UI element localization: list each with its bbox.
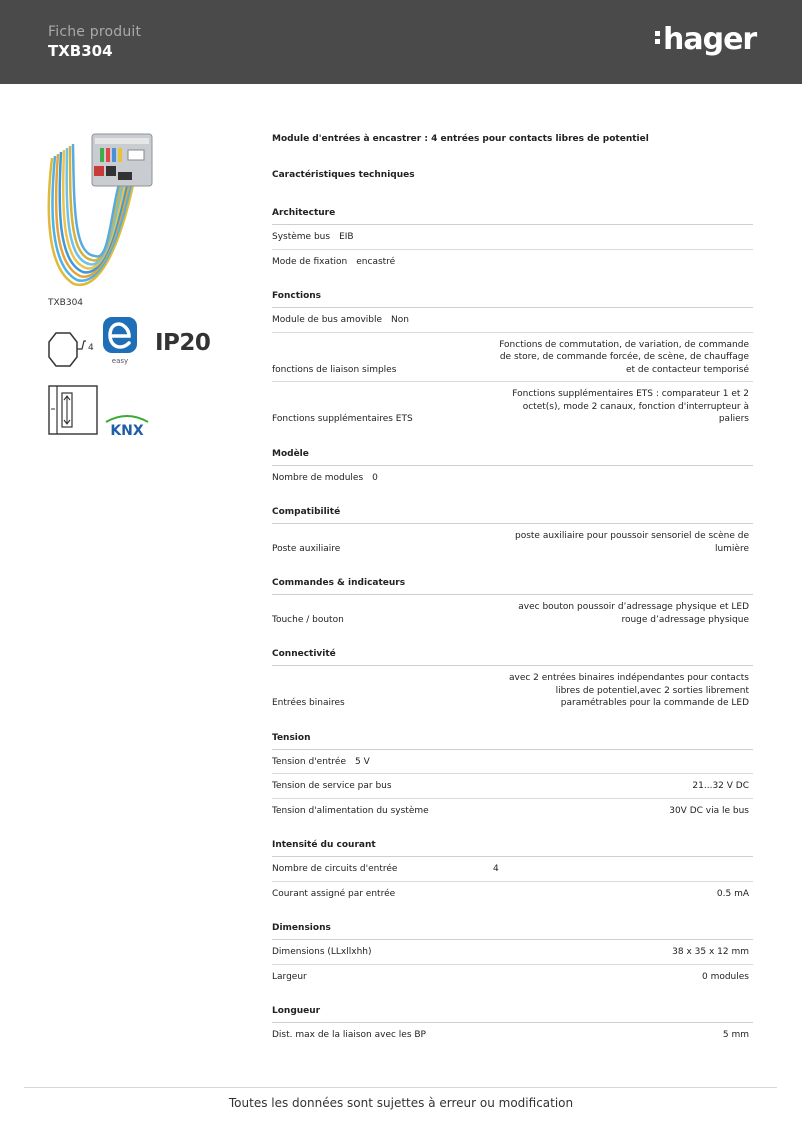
logo-dots-icon — [655, 28, 663, 47]
spec-value: 38 x 35 x 12 mm — [672, 947, 749, 957]
section-title: Intensité du courant — [272, 838, 753, 857]
section-title: Tension — [272, 731, 753, 750]
spec-value: 30V DC via le bus — [669, 805, 749, 816]
spec-row — [272, 965, 753, 989]
spec-row — [272, 799, 753, 823]
section-title: Dimensions — [272, 921, 753, 940]
spec-row — [272, 225, 753, 250]
ip-rating: IP20 — [155, 330, 211, 356]
spec-row — [272, 774, 753, 799]
spec-value: encastré — [356, 256, 396, 267]
spec-value: 0 — [372, 472, 378, 483]
section-title: Modèle — [272, 447, 753, 466]
spec-row — [272, 750, 753, 775]
inputs-count: 4 — [88, 343, 94, 353]
spec-value: avec bouton poussoir d’adressage physique et LED rouge d’adressage physique — [518, 602, 749, 625]
product-description: Module d'entrées à encastrer : 4 entrées pour contacts libres de potentiel — [272, 134, 649, 144]
section-title: Connectivité — [272, 647, 753, 666]
spec-label: Dist. max de la liaison avec les BP — [272, 1030, 426, 1040]
section-title: Fonctions — [272, 289, 753, 308]
spec-row — [272, 333, 753, 383]
easy-label: easy — [111, 357, 129, 365]
spec-label: Tension d'entrée — [272, 756, 347, 767]
spec-value: Non — [391, 315, 409, 325]
spec-value: 21...32 V DC — [692, 781, 749, 791]
spec-row — [272, 882, 753, 906]
spec-label: Fonctions supplémentaires ETS — [272, 414, 413, 424]
spec-label: Module de bus amovible — [272, 315, 383, 325]
spec-value: EIB — [339, 232, 354, 242]
spec-label: fonctions de liaison simples — [272, 364, 397, 375]
spec-label: Tension de service par bus — [272, 781, 392, 791]
spec-row — [272, 595, 753, 631]
spec-value: avec 2 entrées binaires indépendantes pour contacts libres de potentiel,avec 2 sorties librement paramétrables pour la commande de LED — [508, 673, 749, 708]
section-commandes — [272, 576, 753, 631]
spec-label: Touche / bouton — [272, 614, 344, 625]
spec-label: Nombre de modules — [272, 472, 364, 483]
section-title: Commandes & indicateurs — [272, 576, 753, 595]
section-modele — [272, 447, 753, 490]
section-longueur — [272, 1004, 753, 1047]
spec-row — [272, 250, 753, 274]
section-title: Compatibilité — [272, 505, 753, 524]
spec-label: Mode de fixation — [272, 256, 348, 267]
section-fonctions — [272, 289, 753, 431]
spec-label: Largeur — [272, 971, 307, 982]
spec-row — [272, 308, 753, 333]
section-tension — [272, 731, 753, 823]
flush-mount-icon — [48, 385, 98, 435]
knx-label: KNX — [110, 423, 144, 438]
product-code: TXB304 — [48, 42, 113, 60]
technical-characteristics-title: Caractéristiques techniques — [272, 170, 415, 180]
spec-value: poste auxiliaire pour poussoir sensoriel de scène de lumière — [514, 531, 749, 554]
section-architecture — [272, 206, 753, 273]
spec-row — [272, 857, 753, 882]
spec-row — [272, 666, 753, 715]
brand-name: hager — [663, 22, 757, 57]
product-image — [44, 128, 156, 293]
knx-logo-icon — [102, 412, 152, 438]
brand-logo — [655, 22, 756, 57]
spec-row — [272, 382, 753, 431]
section-intensite — [272, 838, 753, 905]
spec-value: Fonctions supplémentaires ETS : comparateur 1 et 2 octet(s), mode 2 canaux, fonction d'interrupteur à paliers — [512, 389, 749, 424]
spec-label: Système bus — [272, 232, 331, 242]
spec-value: 0.5 mA — [716, 888, 749, 899]
section-compatibilite — [272, 505, 753, 560]
image-caption: TXB304 — [48, 298, 84, 308]
footer-disclaimer: Toutes les données sont sujettes à erreur ou modification — [228, 1096, 574, 1110]
spec-label: Nombre de circuits d'entrée — [272, 864, 398, 874]
spec-row — [272, 466, 753, 490]
spec-value: 5 mm — [722, 1030, 749, 1040]
spec-value: 0 modules — [701, 971, 749, 982]
spec-label: Dimensions (LLxllxhh) — [272, 947, 372, 957]
spec-row — [272, 524, 753, 560]
footer-divider — [24, 1087, 777, 1088]
input-octagon-icon — [46, 330, 98, 370]
spec-value: 4 — [493, 864, 499, 874]
header-bar — [0, 0, 802, 84]
spec-label: Tension d'alimentation du système — [272, 805, 429, 816]
section-title: Longueur — [272, 1004, 753, 1023]
spec-label: Courant assigné par entrée — [272, 888, 396, 899]
spec-value: Fonctions de commutation, de variation, de commande de store, de commande forcée, de scène, de chauffage et de contacteur temporisé — [499, 339, 749, 375]
easy-configuration-icon — [102, 316, 138, 366]
spec-label: Poste auxiliaire — [272, 543, 341, 554]
specifications — [272, 132, 753, 1047]
spec-label: Entrées binaires — [272, 698, 345, 708]
spec-row — [272, 1023, 753, 1047]
document-type: Fiche produit — [48, 24, 142, 40]
section-title: Architecture — [272, 206, 753, 225]
spec-value: 5 V — [355, 756, 370, 767]
section-connectivite — [272, 647, 753, 715]
spec-row — [272, 940, 753, 965]
section-dimensions — [272, 921, 753, 988]
